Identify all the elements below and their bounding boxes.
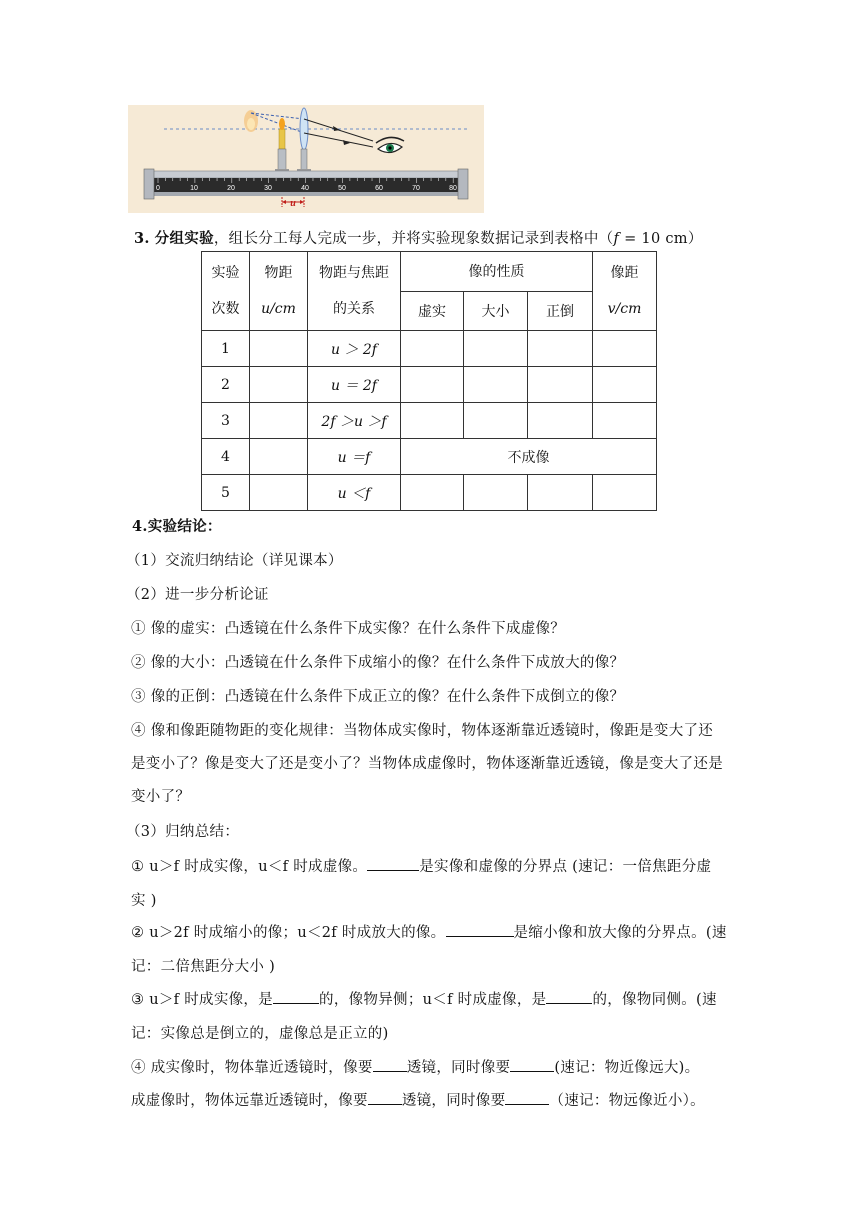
- no-image-cell: 不成像: [401, 439, 657, 475]
- summary-1-line-1: ① u＞f 时成实像，u＜f 时成虚像。 是实像和虚像的分界点 (速记：一倍焦距分虚: [131, 855, 711, 876]
- summary-2-line-1: ② u＞2f 时成缩小的像；u＜2f 时成放大的像。 是缩小像和放大像的分界点。(速: [131, 921, 727, 942]
- real-virtual-cell[interactable]: [401, 403, 464, 439]
- section4-title: 4.实验结论：: [132, 518, 222, 535]
- table-row: [202, 367, 657, 403]
- relation-cell: u ＝ 2f: [308, 367, 401, 403]
- scale-label: 0: [156, 185, 160, 192]
- u-value-cell[interactable]: [250, 331, 308, 367]
- scale-label: 40: [301, 185, 309, 192]
- optical-bench-illustration: [128, 105, 484, 213]
- header-relation: 物距与焦距 的关系: [308, 252, 401, 331]
- header-orientation: 正倒: [528, 291, 593, 331]
- header-image-distance: 像距 v/cm: [593, 252, 657, 331]
- f-symbol: f: [613, 231, 620, 247]
- header-object-distance: 物距 u/cm: [250, 252, 308, 331]
- fill-blank[interactable]: [368, 1090, 402, 1105]
- question-1: ① 像的虚实：凸透镜在什么条件下成实像？在什么条件下成虚像？: [131, 621, 566, 637]
- scale-label: 60: [375, 185, 383, 192]
- trial-number: 1: [202, 331, 250, 367]
- u-value-cell[interactable]: [250, 367, 308, 403]
- fill-blank[interactable]: [373, 1057, 407, 1072]
- orientation-cell[interactable]: [528, 331, 593, 367]
- relation-cell: u ＜f: [308, 475, 401, 511]
- section3-heading: [134, 227, 703, 248]
- size-cell[interactable]: [464, 403, 528, 439]
- orientation-cell[interactable]: [528, 403, 593, 439]
- v-value-cell[interactable]: [593, 403, 657, 439]
- summary-3-line-1: ③ u＞f 时成实像，是 的，像物异侧；u＜f 时成虚像，是 的，像物同侧。(速: [131, 988, 717, 1009]
- question-4-line-3: 变小了？: [131, 789, 191, 805]
- scale-label: 20: [227, 185, 235, 192]
- fill-blank[interactable]: [367, 856, 419, 871]
- relation-cell: u ＝f: [308, 439, 401, 475]
- summary-2-line-2: 记：二倍焦距分大小 ): [131, 959, 276, 975]
- trial-number: 5: [202, 475, 250, 511]
- table-row: [202, 403, 657, 439]
- question-2: ② 像的大小：凸透镜在什么条件下成缩小的像？在什么条件下成放大的像？: [131, 655, 625, 671]
- table-row: [202, 475, 657, 511]
- table-row: [202, 331, 657, 367]
- candle: [279, 129, 285, 149]
- header-real-virtual: 虚实: [401, 291, 464, 331]
- trial-number: 2: [202, 367, 250, 403]
- v-value-cell[interactable]: [593, 367, 657, 403]
- header-image-nature: 像的性质: [401, 252, 593, 292]
- u-value-cell[interactable]: [250, 403, 308, 439]
- header-size: 大小: [464, 291, 528, 331]
- question-3: ③ 像的正倒：凸透镜在什么条件下成正立的像？在什么条件下成倒立的像？: [131, 689, 625, 705]
- orientation-cell[interactable]: [528, 475, 593, 511]
- size-cell[interactable]: [464, 331, 528, 367]
- f-value: = 10 cm）: [619, 231, 703, 247]
- v-value-cell[interactable]: [593, 475, 657, 511]
- optical-bench-figure: [128, 105, 484, 213]
- relation-cell: u ＞ 2f: [308, 331, 401, 367]
- fill-blank[interactable]: [546, 989, 592, 1004]
- u-label: u: [290, 198, 296, 209]
- paragraph: （3）归纳总结：: [126, 824, 240, 840]
- paragraph: （2）进一步分析论证: [126, 587, 269, 603]
- size-cell[interactable]: [464, 475, 528, 511]
- v-value-cell[interactable]: [593, 331, 657, 367]
- table-row: [202, 439, 657, 475]
- scale-label: 80: [449, 185, 457, 192]
- fill-blank[interactable]: [446, 922, 514, 937]
- question-4-line-1: ④ 像和像距随物距的变化规律：当物体成实像时，物体逐渐靠近透镜时，像距是变大了还: [131, 723, 714, 739]
- summary-4-line-2: 成虚像时，物体远靠近透镜时，像要 透镜，同时像要 （速记：物远像近小）。: [131, 1089, 705, 1110]
- experiment-table: [201, 251, 657, 511]
- trial-number: 3: [202, 403, 250, 439]
- real-virtual-cell[interactable]: [401, 475, 464, 511]
- question-4-line-2: 是变小了？像是变大了还是变小了？当物体成虚像时，物体逐渐靠近透镜，像是变大了还是: [131, 756, 723, 772]
- scale-label: 50: [338, 185, 346, 192]
- section3-text: ，组长分工每人完成一步，并将实验现象数据记录到表格中（: [213, 231, 614, 247]
- fill-blank[interactable]: [505, 1090, 549, 1105]
- trial-number: 4: [202, 439, 250, 475]
- real-virtual-cell[interactable]: [401, 367, 464, 403]
- fill-blank[interactable]: [273, 989, 319, 1004]
- orientation-cell[interactable]: [528, 367, 593, 403]
- relation-cell: 2f ＞u ＞f: [308, 403, 401, 439]
- paragraph: （1）交流归纳结论（详见课本）: [126, 553, 343, 569]
- scale-label: 70: [412, 185, 420, 192]
- real-virtual-cell[interactable]: [401, 331, 464, 367]
- header-trial: 实验 次数: [202, 252, 250, 331]
- section3-title: 分组实验: [154, 230, 214, 247]
- fill-blank[interactable]: [510, 1057, 554, 1072]
- scale-label: 10: [190, 185, 198, 192]
- u-value-cell[interactable]: [250, 475, 308, 511]
- summary-3-line-2: 记：实像总是倒立的，虚像总是正立的): [131, 1026, 389, 1042]
- summary-4-line-1: ④ 成实像时，物体靠近透镜时，像要 透镜，同时像要 (速记：物近像远大)。: [131, 1056, 699, 1077]
- scale-label: 30: [264, 185, 272, 192]
- section3-number: 3.: [134, 230, 150, 247]
- convex-lens: [300, 108, 308, 150]
- candle-flame: [279, 118, 285, 130]
- u-value-cell[interactable]: [250, 439, 308, 475]
- size-cell[interactable]: [464, 367, 528, 403]
- summary-1-line-2: 实 ): [131, 893, 157, 909]
